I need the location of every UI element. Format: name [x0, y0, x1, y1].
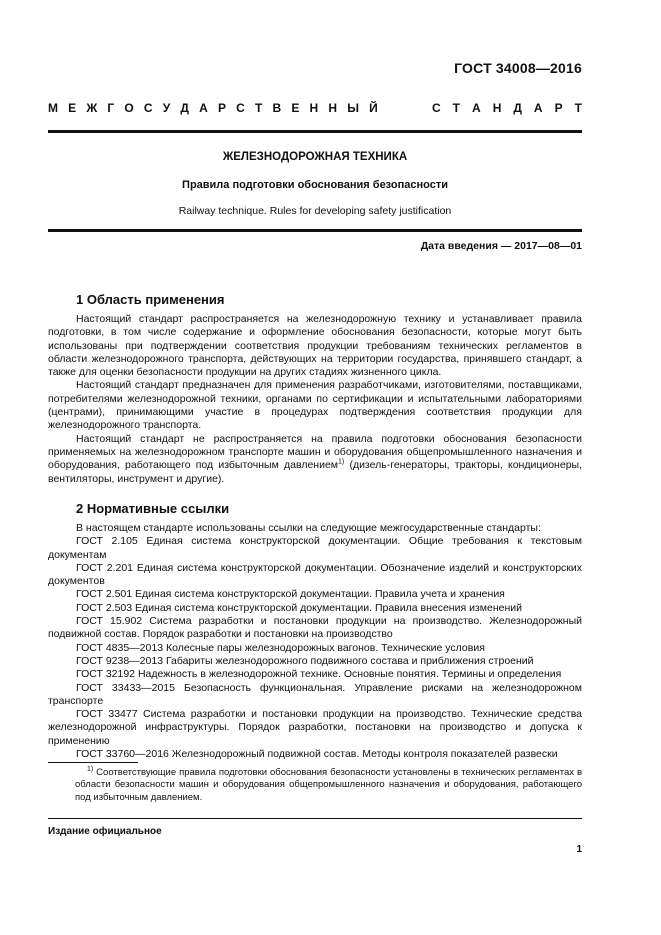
heading-letter: Н — [328, 101, 338, 115]
heading-letter: А — [472, 101, 481, 115]
heading-letter: Т — [452, 101, 461, 115]
footnote-mark: 1) — [87, 765, 94, 773]
reference-item: ГОСТ 4835—2013 Колесные пары железнодорожных вагонов. Технические условия — [76, 641, 485, 654]
heading-letter: О — [124, 101, 134, 115]
top-rule — [48, 130, 582, 133]
reference-item: ГОСТ 32192 Надежность в железнодорожной технике. Основные понятия. Термины и определения — [76, 668, 562, 681]
reference-item: ГОСТ 33760—2016 Железнодорожный подвижной состав. Методы контроля показателей развески — [76, 748, 558, 761]
section-scope — [48, 292, 582, 486]
heading-letter: В — [272, 101, 282, 115]
heading-letter: С — [236, 101, 245, 115]
footnote-separator — [48, 762, 138, 763]
reference-item: ГОСТ 2.201 Единая система конструкторской документации. Обозначение изделий и конструкторских документов — [48, 561, 582, 588]
heading-letter: Е — [291, 101, 300, 115]
heading-letter: Е — [68, 101, 77, 115]
heading-letter: Г — [107, 101, 115, 115]
footnote — [75, 767, 582, 804]
paragraph: В настоящем стандарте использованы ссылки на следующие межгосударственные стандарты: — [76, 522, 541, 534]
reference-item: ГОСТ 9238—2013 Габариты железнодорожного подвижного состава и приближения строений — [76, 654, 534, 667]
heading-letter: С — [432, 101, 441, 115]
heading-letter: Р — [554, 101, 563, 115]
heading-letter: Н — [492, 101, 502, 115]
section-normative-references — [48, 501, 582, 761]
reference-item: ГОСТ 2.503 Единая система конструкторской документации. Правила внесения изменений — [76, 601, 522, 614]
document-subtitle: Правила подготовки обоснования безопасности — [182, 179, 448, 191]
heading-letter: Й — [369, 101, 378, 115]
standard-word — [432, 101, 582, 115]
heading-letter: Д — [180, 101, 189, 115]
footnote-body: Соответствующие правила подготовки обоснования безопасности установлены в технических регламентах в области безопасности машин и оборудования общепромышленного назначения и оборудования, работающего под избыточным давлением. — [75, 767, 582, 803]
footer-rule — [48, 818, 582, 819]
english-title: Railway technique. Rules for developing safety justification — [178, 205, 452, 217]
reference-item: ГОСТ 2.501 Единая система конструкторской документации. Правила учета и хранения — [76, 588, 505, 601]
heading-letter: Н — [309, 101, 319, 115]
standard-code: ГОСТ 34008—2016 — [454, 60, 582, 76]
interstate-standard-heading — [48, 101, 582, 115]
footnote-ref: 1) — [338, 458, 345, 466]
heading-letter: У — [162, 101, 171, 115]
section-heading: 2 Нормативные ссылки — [76, 501, 230, 516]
heading-letter: Ж — [86, 101, 98, 115]
paragraph: Настоящий стандарт распространяется на железнодорожную технику и устанавливает правила подготовки, в том числе содержание и оформление обоснования безопасности, которые могут быть использованы при подтверждении соответствия продукции требованиям технических регламентов в области железнодорожного транспорта, действующих на территории государства, принявшего стандарт, а также для оценки безопасности продукции на других стадиях жизненного цикла. — [48, 313, 582, 379]
paragraph — [48, 433, 582, 486]
heading-letter: Р — [217, 101, 226, 115]
reference-item: ГОСТ 15.902 Система разработки и постановки продукции на производство. Железнодорожный подвижной состав. Порядок разработки и постановки на производство — [48, 615, 582, 641]
heading-letter: М — [48, 101, 58, 115]
section-heading: 1 Область применения — [76, 292, 225, 307]
paragraph-text: Настоящий стандарт не распространяется на правила подготовки обоснования безопасности применяемых на железнодорожном транспорте машин и оборудования общепромышленного назначения и оборудования, работающего под избыточным давлением — [48, 432, 582, 472]
heading-letter: Ы — [347, 101, 359, 115]
heading-letter: С — [143, 101, 153, 115]
introduction-date: Дата введения — 2017—08—01 — [420, 240, 582, 252]
edition-label: Издание официальное — [48, 826, 162, 837]
reference-item: ГОСТ 2.105 Единая система конструкторской документации. Общие требования к текстовым документам — [48, 535, 582, 561]
paragraph-text: (дизель-генераторы, тракторы, кондиционеры, вентиляторы, инструмент и другие). — [48, 459, 582, 485]
interstate-word — [48, 101, 378, 115]
heading-letter: А — [199, 101, 208, 115]
heading-letter: Д — [513, 101, 522, 115]
footnote-text — [75, 767, 582, 804]
reference-item: ГОСТ 33433—2015 Безопасность функциональная. Управление рисками на железнодорожном транспорте — [48, 681, 582, 707]
paragraph: Настоящий стандарт предназначен для применения разработчиками, изготовителями, поставщиками, потребителями железнодорожной техники, органами по сертификации и испытательными лабораториями (центрами), принимающими участие в процедурах подтверждения соответствия продукции для железнодорожного транспорта. — [48, 379, 582, 432]
title-bottom-rule — [48, 229, 582, 232]
document-title: ЖЕЛЕЗНОДОРОЖНАЯ ТЕХНИКА — [222, 151, 408, 163]
reference-item: ГОСТ 33477 Система разработки и постановки продукции на производство. Технические средства железнодорожной инфраструктуры. Порядок разработки, постановки на производство и допуска к применению — [48, 708, 582, 747]
heading-letter: Т — [574, 101, 582, 115]
page-number: 1 — [576, 844, 582, 855]
heading-letter: А — [533, 101, 543, 115]
heading-letter: Т — [254, 101, 263, 115]
